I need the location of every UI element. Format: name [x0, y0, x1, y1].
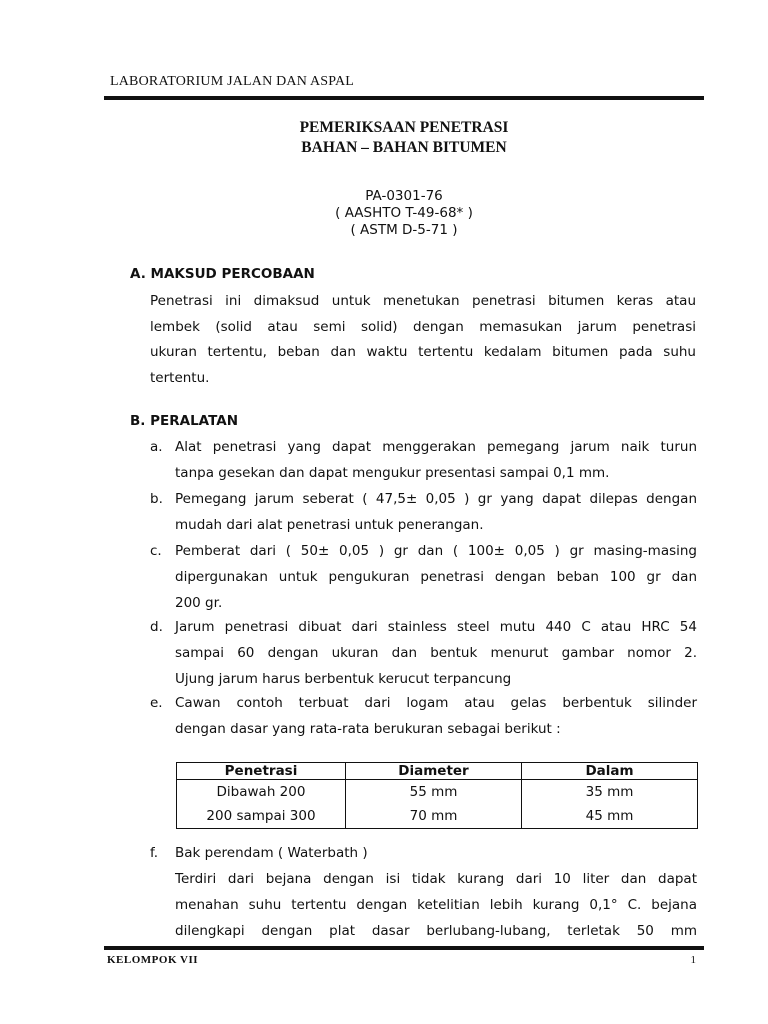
footer-rule — [104, 946, 704, 950]
section-a-paragraph — [150, 289, 696, 391]
item-letter: e. — [150, 695, 163, 711]
column-header-penetrasi: Penetrasi — [177, 763, 346, 780]
header-rule — [104, 96, 704, 100]
title-line-2: BAHAN – BAHAN BITUMEN — [301, 139, 507, 156]
header-title: LABORATORIUM JALAN DAN ASPAL — [110, 74, 355, 89]
table-cell: Dibawah 200 — [177, 780, 346, 805]
table-cell: 35 mm — [522, 780, 698, 805]
item-letter: c. — [150, 543, 162, 559]
paragraph-line: Penetrasi ini dimaksud untuk menetukan penetrasi bitumen keras atau — [150, 293, 696, 309]
section-b-heading: B. PERALATAN — [130, 413, 238, 429]
item-line: Ujung jarum harus berbentuk kerucut terpancung — [175, 671, 512, 687]
code-aashto: ( AASHTO T-49-68* ) — [335, 205, 473, 221]
table-row — [177, 804, 698, 829]
table-cell: 70 mm — [346, 804, 522, 829]
item-line: dilengkapi dengan plat dasar berlubang-lubang, terletak 50 mm — [175, 923, 697, 939]
item-letter: f. — [150, 845, 159, 861]
item-line: Cawan contoh terbuat dari logam atau gelas berbentuk silinder — [175, 695, 697, 711]
code-astm: ( ASTM D-5-71 ) — [350, 222, 458, 238]
page-number: 1 — [690, 954, 696, 966]
item-line: Pemegang jarum seberat ( 47,5± 0,05 ) gr yang dapat dilepas dengan — [175, 491, 697, 507]
standard-codes — [104, 188, 704, 239]
table-row — [177, 780, 698, 805]
item-line: Terdiri dari bejana dengan isi tidak kurang dari 10 liter dan dapat — [175, 871, 697, 887]
title-line-1: PEMERIKSAAN PENETRASI — [299, 119, 509, 136]
item-line: dengan dasar yang rata-rata berukuran sebagai berikut : — [175, 721, 561, 737]
item-letter: d. — [150, 619, 163, 635]
code-pa: PA-0301-76 — [365, 188, 443, 204]
column-header-dalam: Dalam — [522, 763, 698, 780]
paragraph-line: tertentu. — [150, 369, 210, 386]
column-header-diameter: Diameter — [346, 763, 522, 780]
table-cell: 55 mm — [346, 780, 522, 805]
table-cell: 45 mm — [522, 804, 698, 829]
item-line: sampai 60 dengan ukuran dan bentuk menurut gambar nomor 2. — [175, 645, 697, 661]
item-line: tanpa gesekan dan dapat mengukur presentasi sampai 0,1 mm. — [175, 465, 610, 481]
item-line: dipergunakan untuk pengukuran penetrasi dengan beban 100 gr dan — [175, 569, 697, 585]
item-line: 200 gr. — [175, 595, 223, 611]
section-a-heading: A. MAKSUD PERCOBAAN — [130, 266, 315, 282]
item-line: Jarum penetrasi dibuat dari stainless steel mutu 440 C atau HRC 54 — [175, 619, 697, 635]
item-line: Alat penetrasi yang dapat menggerakan pemegang jarum naik turun — [175, 439, 697, 455]
item-line: menahan suhu tertentu dengan ketelitian lebih kurang 0,1° C. bejana — [175, 897, 697, 913]
item-letter: b. — [150, 491, 163, 507]
table-header-row — [177, 763, 698, 780]
document-title — [104, 118, 704, 158]
paragraph-line: ukuran tertentu, beban dan waktu tertentu kedalam bitumen pada suhu — [150, 344, 696, 360]
item-line: mudah dari alat penetrasi untuk penerangan. — [175, 517, 484, 533]
footer-group: KELOMPOK VII — [107, 954, 199, 966]
table-cell: 200 sampai 300 — [177, 804, 346, 829]
item-letter: a. — [150, 439, 163, 455]
item-line: Pemberat dari ( 50± 0,05 ) gr dan ( 100± 0,05 ) gr masing-masing — [175, 543, 697, 559]
paragraph-line: lembek (solid atau semi solid) dengan memasukan jarum penetrasi — [150, 318, 696, 335]
item-line: Bak perendam ( Waterbath ) — [175, 845, 368, 861]
sample-dish-table — [176, 762, 698, 829]
